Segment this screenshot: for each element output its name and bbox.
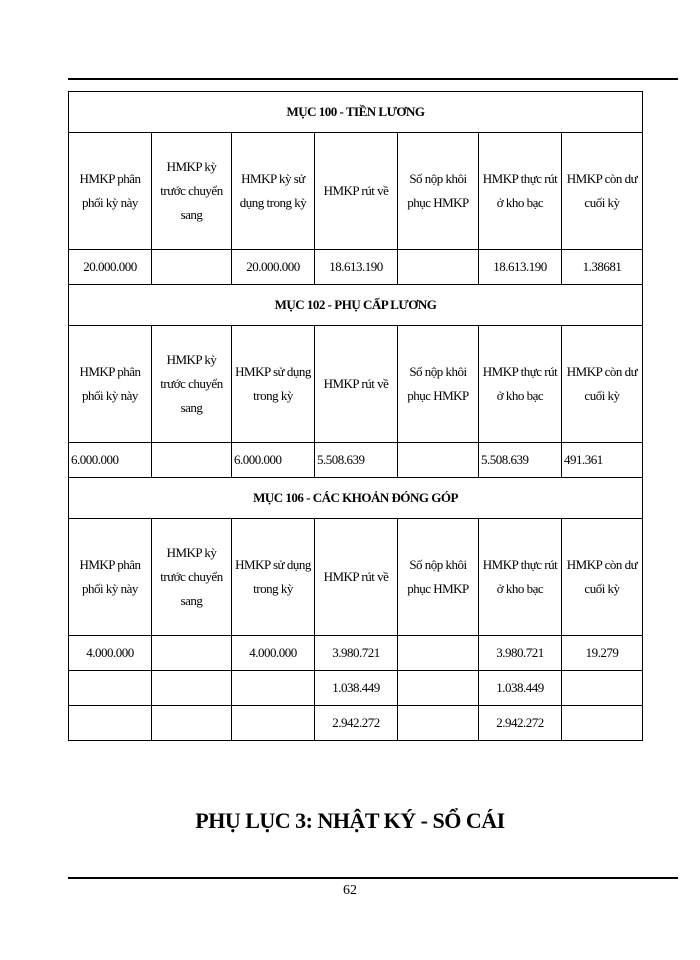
column-header: HMKP phân phối kỳ này <box>69 133 152 250</box>
table-cell: 20.000.000 <box>232 250 315 285</box>
section-title: MỤC 102 - PHỤ CẤP LƯƠNG <box>69 285 643 326</box>
column-header: HMKP sử dụng trong kỳ <box>232 326 315 443</box>
header-row <box>69 133 643 250</box>
column-header: HMKP còn dư cuối kỳ <box>562 326 643 443</box>
ledger-table <box>68 91 643 741</box>
table-cell: 5.508.639 <box>315 443 398 478</box>
table-row <box>69 706 643 741</box>
table-cell: 20.000.000 <box>69 250 152 285</box>
table-cell: 1.038.449 <box>479 671 562 706</box>
table-cell: 1.038.449 <box>315 671 398 706</box>
table-cell <box>398 706 479 741</box>
section-title: MỤC 100 - TIỀN LƯƠNG <box>69 92 643 133</box>
page-number: 62 <box>343 883 357 898</box>
table-cell <box>152 671 232 706</box>
column-header: HMKP kỳ trước chuyển sang <box>152 326 232 443</box>
table-cell <box>562 706 643 741</box>
table-cell: 1.38681 <box>562 250 643 285</box>
table-cell: 6.000.000 <box>232 443 315 478</box>
column-header: HMKP rút về <box>315 133 398 250</box>
bottom-rule <box>68 877 678 879</box>
header-row <box>69 326 643 443</box>
table-row <box>69 671 643 706</box>
table-cell: 2.942.272 <box>315 706 398 741</box>
table-cell: 18.613.190 <box>479 250 562 285</box>
section-title-row <box>69 478 643 519</box>
section-title-row <box>69 92 643 133</box>
table-cell: 2.942.272 <box>479 706 562 741</box>
table-cell: 491.361 <box>562 443 643 478</box>
table-cell: 3.980.721 <box>315 636 398 671</box>
table-cell <box>398 443 479 478</box>
table-row <box>69 636 643 671</box>
table-cell <box>398 636 479 671</box>
column-header: HMKP thực rút ở kho bạc <box>479 326 562 443</box>
column-header: HMKP phân phối kỳ này <box>69 519 152 636</box>
table-cell <box>152 706 232 741</box>
column-header: HMKP phân phối kỳ này <box>69 326 152 443</box>
column-header: HMKP sử dụng trong kỳ <box>232 519 315 636</box>
column-header: HMKP thực rút ở kho bạc <box>479 133 562 250</box>
column-header: Số nộp khôi phục HMKP <box>398 133 479 250</box>
column-header: HMKP còn dư cuối kỳ <box>562 519 643 636</box>
section-title: MỤC 106 - CÁC KHOẢN ĐÓNG GÓP <box>69 478 643 519</box>
table-cell: 4.000.000 <box>69 636 152 671</box>
table-cell <box>152 636 232 671</box>
column-header: HMKP rút về <box>315 326 398 443</box>
table-row <box>69 443 643 478</box>
column-header: HMKP thực rút ở kho bạc <box>479 519 562 636</box>
section-title-row <box>69 285 643 326</box>
table-cell <box>562 671 643 706</box>
table-cell <box>398 250 479 285</box>
column-header: Số nộp khôi phục HMKP <box>398 519 479 636</box>
appendix-heading: PHỤ LỤC 3: NHẬT KÝ - SỔ CÁI <box>195 808 505 833</box>
table-cell <box>69 706 152 741</box>
table-cell <box>398 671 479 706</box>
table-cell <box>69 671 152 706</box>
table-cell: 5.508.639 <box>479 443 562 478</box>
table-cell: 4.000.000 <box>232 636 315 671</box>
table-cell: 18.613.190 <box>315 250 398 285</box>
table-cell: 6.000.000 <box>69 443 152 478</box>
column-header: HMKP kỳ sử dụng trong kỳ <box>232 133 315 250</box>
table-cell <box>152 443 232 478</box>
table-cell <box>232 706 315 741</box>
top-rule <box>68 78 678 80</box>
header-row <box>69 519 643 636</box>
column-header: Số nộp khôi phục HMKP <box>398 326 479 443</box>
column-header: HMKP kỳ trước chuyển sang <box>152 133 232 250</box>
table-cell: 19.279 <box>562 636 643 671</box>
table-cell: 3.980.721 <box>479 636 562 671</box>
column-header: HMKP rút về <box>315 519 398 636</box>
table-cell <box>232 671 315 706</box>
column-header: HMKP kỳ trước chuyển sang <box>152 519 232 636</box>
table-row <box>69 250 643 285</box>
column-header: HMKP còn dư cuối kỳ <box>562 133 643 250</box>
table-cell <box>152 250 232 285</box>
